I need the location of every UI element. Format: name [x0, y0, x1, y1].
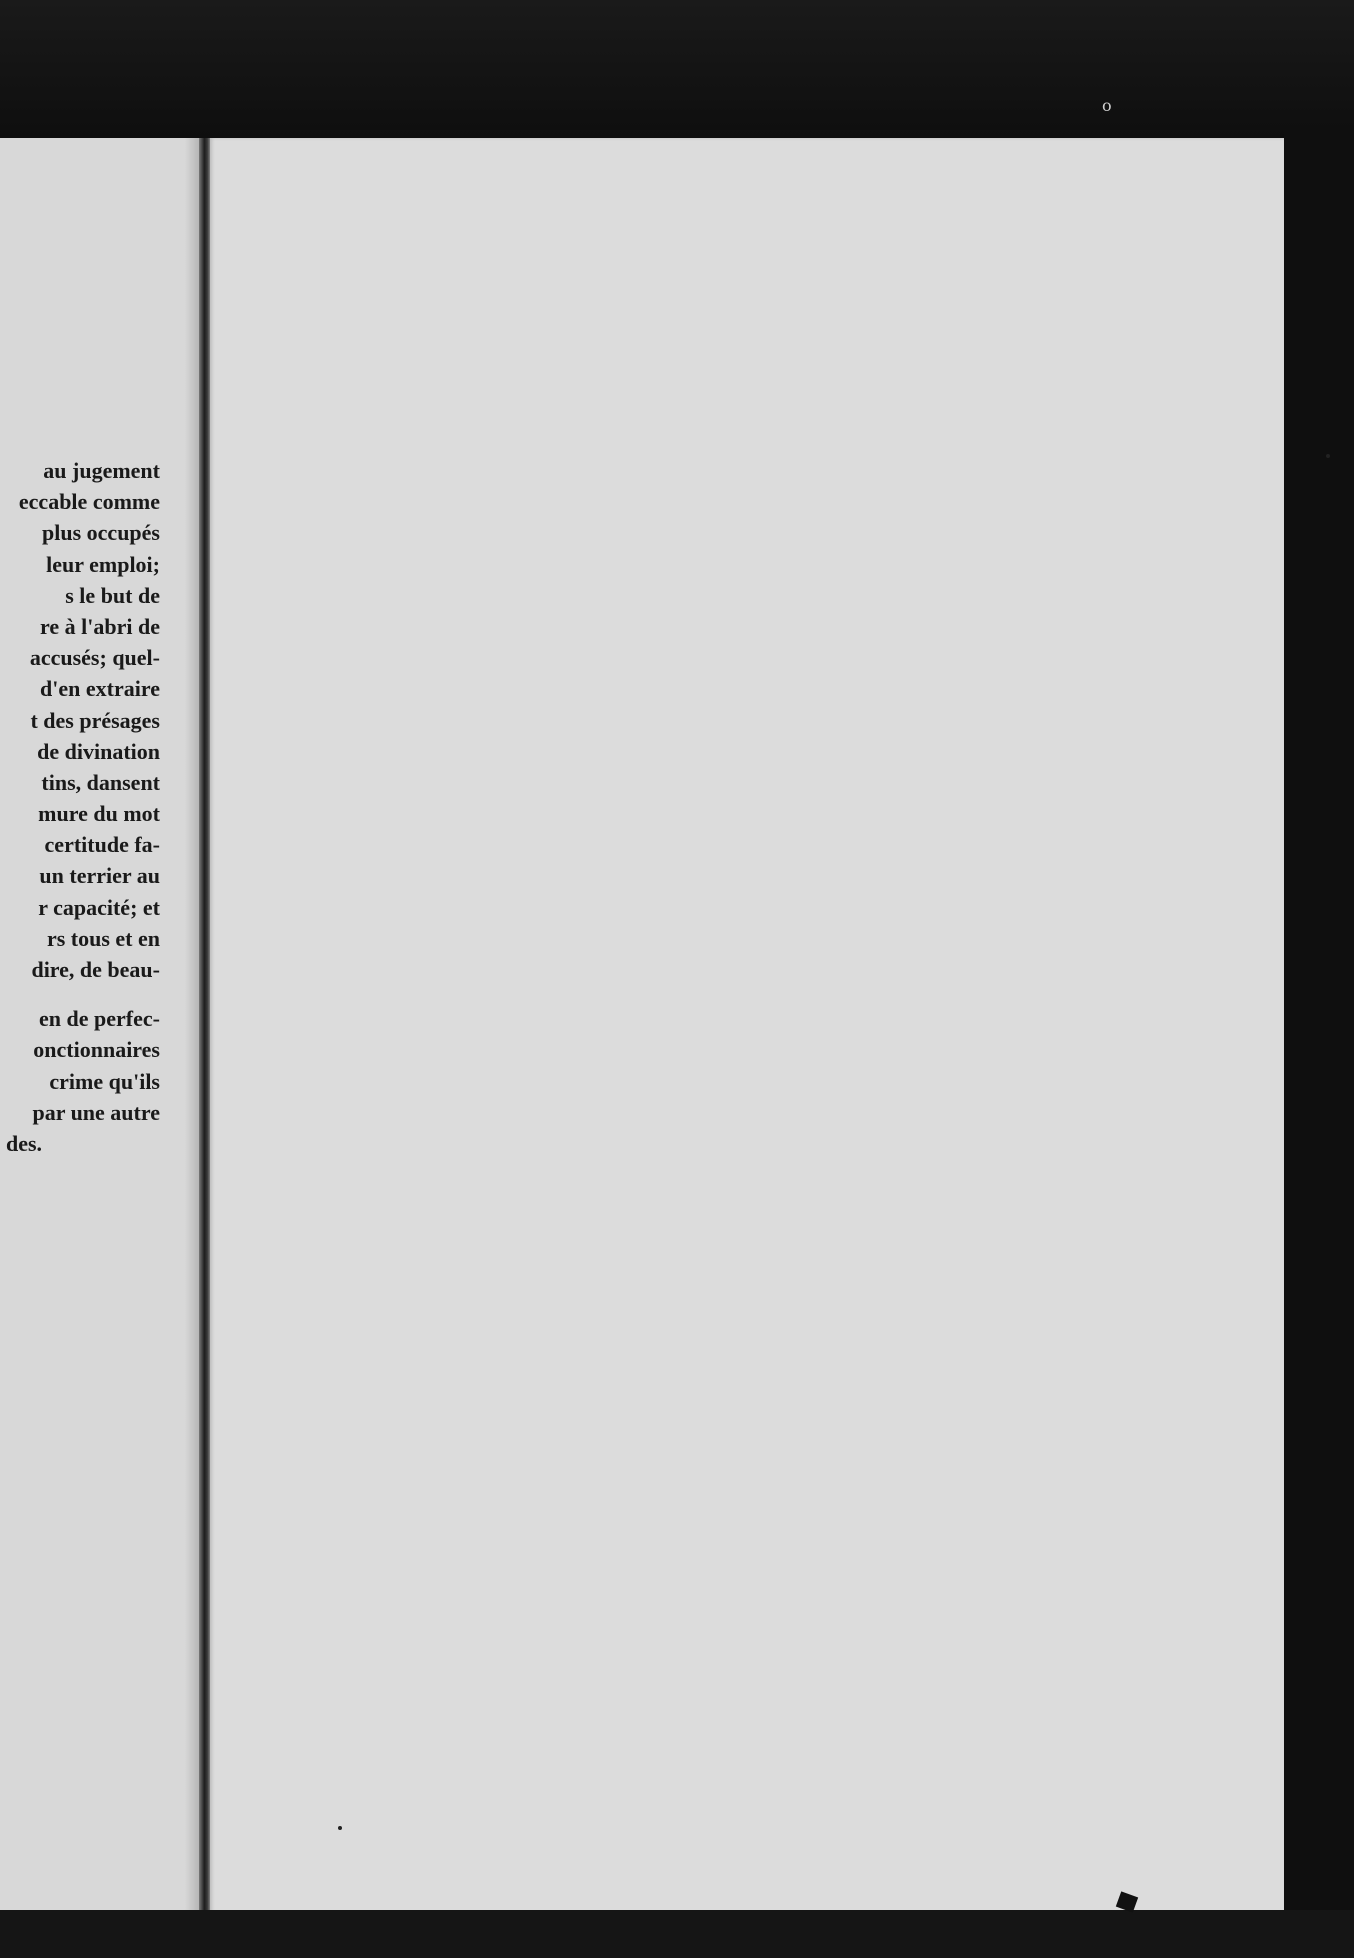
text-line: rs tous et en — [46, 925, 160, 951]
page-marker: o — [1102, 96, 1112, 115]
text-line: par une autre — [32, 1099, 160, 1125]
text-line: au jugement — [43, 458, 160, 483]
scan-background-right — [1284, 130, 1354, 1958]
text-line: accusés; quel- — [29, 645, 160, 671]
text-line: plus occupés — [42, 520, 160, 546]
text-line: eccable comme — [18, 489, 160, 515]
paragraph-gap — [0, 985, 160, 1003]
text-line: re à l'abri de — [40, 613, 160, 639]
text-line: dire, de beau- — [31, 957, 160, 982]
text-line: onctionnaires — [33, 1037, 160, 1063]
text-line: tins, dansent — [41, 769, 160, 795]
text-line: mure du mot — [38, 801, 160, 827]
left-page-text — [0, 455, 160, 1159]
dust-speck — [1326, 454, 1330, 458]
text-line: r capacité; et — [38, 894, 160, 920]
text-line: un terrier au — [39, 863, 160, 889]
text-line: des. — [6, 1130, 43, 1156]
text-line: de divination — [37, 738, 160, 764]
text-line: certitude fa- — [44, 832, 160, 858]
scan-background-bottom — [0, 1910, 1354, 1958]
text-line: crime qu'ils — [49, 1068, 160, 1094]
text-line: en de perfec- — [39, 1006, 160, 1032]
text-line: s le but de — [65, 582, 160, 608]
text-line: t des présages — [30, 707, 160, 733]
dust-speck — [338, 1826, 342, 1830]
scan-background-top — [0, 0, 1354, 140]
text-line: leur emploi; — [46, 551, 160, 577]
right-page-blank — [210, 138, 1284, 1914]
text-line: d'en extraire — [40, 676, 160, 702]
